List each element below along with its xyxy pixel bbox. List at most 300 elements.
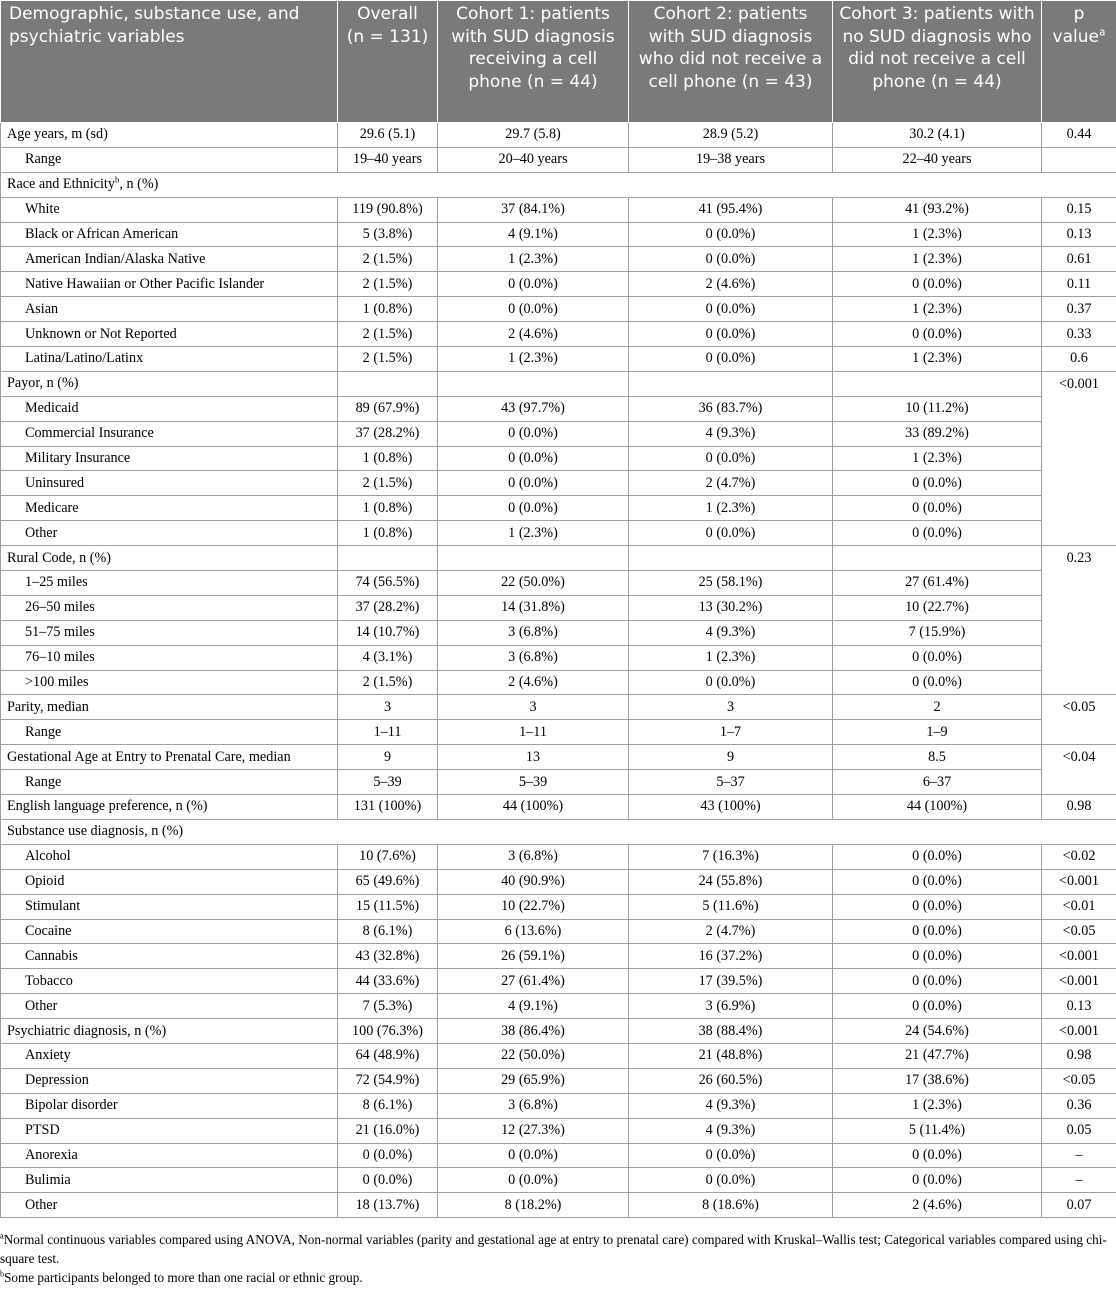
table-row <box>1 645 1116 670</box>
header-cohort3-n: (n = 44) <box>930 71 1002 92</box>
row-label: English language preference, n (%) <box>1 795 338 820</box>
cell-cohort3: 0 (0.0%) <box>833 944 1042 969</box>
table-row <box>1 919 1116 944</box>
cell-cohort3 <box>833 371 1042 396</box>
cell-cohort3: 10 (22.7%) <box>833 595 1042 620</box>
cell-cohort2: 0 (0.0%) <box>629 222 833 247</box>
cell-cohort1: 3 (6.8%) <box>438 620 629 645</box>
row-label: American Indian/Alaska Native <box>1 247 338 272</box>
cell-cohort3: 7 (15.9%) <box>833 620 1042 645</box>
cell-cohort1: 10 (22.7%) <box>438 894 629 919</box>
row-label: Other <box>1 1193 338 1218</box>
table-row <box>1 197 1116 222</box>
cell-cohort3: 0 (0.0%) <box>833 670 1042 695</box>
cell-cohort3: 24 (54.6%) <box>833 1019 1042 1044</box>
table-row <box>1 770 1116 795</box>
row-label: Medicare <box>1 496 338 521</box>
section-race-label: Race and Ethnicity <box>7 176 115 193</box>
cell-p-value: 0.15 <box>1042 197 1116 222</box>
cell-cohort1: 1–11 <box>438 720 629 745</box>
cell-cohort2: 8 (18.6%) <box>629 1193 833 1218</box>
row-label: Parity, median <box>1 695 338 720</box>
row-label: >100 miles <box>1 670 338 695</box>
cell-cohort1 <box>438 546 629 571</box>
cell-cohort3: 0 (0.0%) <box>833 869 1042 894</box>
cell-cohort1: 20–40 years <box>438 147 629 172</box>
cell-overall: 1 (0.8%) <box>338 297 438 322</box>
row-label: 76–10 miles <box>1 645 338 670</box>
cell-cohort2: 9 <box>629 745 833 770</box>
table-row <box>1 1093 1116 1118</box>
cell-cohort3: 0 (0.0%) <box>833 1168 1042 1193</box>
cell-p-value: 0.33 <box>1042 322 1116 347</box>
row-label: Range <box>1 147 338 172</box>
cell-cohort2: 38 (88.4%) <box>629 1019 833 1044</box>
cell-cohort3: 1–9 <box>833 720 1042 745</box>
cell-overall: 5–39 <box>338 770 438 795</box>
cell-overall <box>338 371 438 396</box>
header-row <box>1 1 1116 123</box>
cell-cohort2 <box>629 371 833 396</box>
cell-cohort2 <box>629 546 833 571</box>
table-row <box>1 894 1116 919</box>
row-label: Asian <box>1 297 338 322</box>
cell-cohort2: 2 (4.7%) <box>629 471 833 496</box>
header-overall-n: (n = 131) <box>346 26 429 47</box>
row-label: Age years, m (sd) <box>1 123 338 148</box>
table-row <box>1 944 1116 969</box>
row-label: Anxiety <box>1 1043 338 1068</box>
cell-cohort3: 2 <box>833 695 1042 720</box>
cell-p-value: 0.36 <box>1042 1093 1116 1118</box>
cell-cohort3: 0 (0.0%) <box>833 844 1042 869</box>
row-label: Other <box>1 521 338 546</box>
cell-cohort2: 17 (39.5%) <box>629 969 833 994</box>
table-row <box>1 869 1116 894</box>
section-payor: Payor, n (%) <box>1 371 338 396</box>
cell-overall: 2 (1.5%) <box>338 322 438 347</box>
cell-cohort2: 3 (6.9%) <box>629 994 833 1019</box>
table-row <box>1 247 1116 272</box>
section-race-tail: , n (%) <box>119 176 159 193</box>
cell-cohort1: 3 (6.8%) <box>438 645 629 670</box>
cell-cohort2: 1 (2.3%) <box>629 645 833 670</box>
cell-cohort3: 41 (93.2%) <box>833 197 1042 222</box>
section-row <box>1 546 1116 571</box>
header-cohort2-n: (n = 43) <box>741 71 813 92</box>
cell-cohort2: 4 (9.3%) <box>629 1118 833 1143</box>
row-label: Cannabis <box>1 944 338 969</box>
cell-cohort2: 4 (9.3%) <box>629 421 833 446</box>
cell-cohort2: 0 (0.0%) <box>629 521 833 546</box>
cell-cohort1: 26 (59.1%) <box>438 944 629 969</box>
table-row <box>1 521 1116 546</box>
table-row <box>1 471 1116 496</box>
cell-cohort1: 0 (0.0%) <box>438 446 629 471</box>
cell-cohort3: 0 (0.0%) <box>833 496 1042 521</box>
cell-cohort2: 7 (16.3%) <box>629 844 833 869</box>
cell-cohort1: 0 (0.0%) <box>438 496 629 521</box>
cell-p-value: 0.98 <box>1042 795 1116 820</box>
row-label: Uninsured <box>1 471 338 496</box>
header-p-sup: a <box>1098 25 1106 38</box>
section-row <box>1 371 1116 396</box>
cell-cohort3: 21 (47.7%) <box>833 1043 1042 1068</box>
cell-cohort1: 29.7 (5.8) <box>438 123 629 148</box>
cell-cohort3: 27 (61.4%) <box>833 571 1042 596</box>
cell-cohort2: 13 (30.2%) <box>629 595 833 620</box>
row-label: Stimulant <box>1 894 338 919</box>
cell-overall: 2 (1.5%) <box>338 471 438 496</box>
cell-p-value: <0.001 <box>1042 944 1116 969</box>
cell-cohort2: 1 (2.3%) <box>629 496 833 521</box>
cell-cohort1: 40 (90.9%) <box>438 869 629 894</box>
cell-cohort3: 1 (2.3%) <box>833 222 1042 247</box>
cell-p-value: <0.04 <box>1042 745 1116 795</box>
cell-overall: 89 (67.9%) <box>338 396 438 421</box>
cell-cohort2: 4 (9.3%) <box>629 620 833 645</box>
table-row <box>1 745 1116 770</box>
cell-overall: 29.6 (5.1) <box>338 123 438 148</box>
cell-p-value: <0.05 <box>1042 1068 1116 1093</box>
cell-overall: 2 (1.5%) <box>338 347 438 372</box>
header-overall-label: Overall <box>357 4 418 24</box>
cell-cohort3: 0 (0.0%) <box>833 969 1042 994</box>
table-row <box>1 1118 1116 1143</box>
footnote-a-mark: a <box>0 1231 4 1241</box>
header-overall <box>338 1 438 123</box>
cell-cohort1: 22 (50.0%) <box>438 571 629 596</box>
cell-overall: 9 <box>338 745 438 770</box>
row-label: Unknown or Not Reported <box>1 322 338 347</box>
cell-cohort2: 3 <box>629 695 833 720</box>
cell-cohort2: 19–38 years <box>629 147 833 172</box>
cell-cohort2: 28.9 (5.2) <box>629 123 833 148</box>
cell-cohort1: 3 (6.8%) <box>438 844 629 869</box>
row-label: Range <box>1 720 338 745</box>
table-row <box>1 1043 1116 1068</box>
row-label: Latina/Latino/Latinx <box>1 347 338 372</box>
cell-overall: 1 (0.8%) <box>338 446 438 471</box>
cell-cohort2: 25 (58.1%) <box>629 571 833 596</box>
cell-overall: 2 (1.5%) <box>338 247 438 272</box>
table-row <box>1 720 1116 745</box>
table-row <box>1 347 1116 372</box>
row-label: Range <box>1 770 338 795</box>
cell-cohort1: 1 (2.3%) <box>438 347 629 372</box>
cell-cohort1: 2 (4.6%) <box>438 322 629 347</box>
cell-overall: 14 (10.7%) <box>338 620 438 645</box>
cell-cohort2: 5–37 <box>629 770 833 795</box>
cell-cohort2: 0 (0.0%) <box>629 1168 833 1193</box>
cell-cohort1: 6 (13.6%) <box>438 919 629 944</box>
cell-cohort2: 36 (83.7%) <box>629 396 833 421</box>
cell-cohort1: 3 <box>438 695 629 720</box>
row-label: Tobacco <box>1 969 338 994</box>
cell-cohort3: 0 (0.0%) <box>833 272 1042 297</box>
section-rural: Rural Code, n (%) <box>1 546 338 571</box>
cell-cohort3: 0 (0.0%) <box>833 645 1042 670</box>
table-row <box>1 844 1116 869</box>
row-label: Native Hawaiian or Other Pacific Islander <box>1 272 338 297</box>
table-row <box>1 123 1116 148</box>
table-row <box>1 396 1116 421</box>
table-row <box>1 222 1116 247</box>
cell-overall: 19–40 years <box>338 147 438 172</box>
cell-cohort2: 0 (0.0%) <box>629 446 833 471</box>
cell-cohort3: 0 (0.0%) <box>833 521 1042 546</box>
cell-cohort1: 43 (97.7%) <box>438 396 629 421</box>
row-label: Medicaid <box>1 396 338 421</box>
header-cohort1-n: (n = 44) <box>526 71 598 92</box>
row-label: Bipolar disorder <box>1 1093 338 1118</box>
cell-p-value: 0.07 <box>1042 1193 1116 1218</box>
cell-cohort3: 5 (11.4%) <box>833 1118 1042 1143</box>
cell-cohort1: 44 (100%) <box>438 795 629 820</box>
cell-cohort1: 1 (2.3%) <box>438 247 629 272</box>
row-label: Black or African American <box>1 222 338 247</box>
row-label: PTSD <box>1 1118 338 1143</box>
cell-overall: 72 (54.9%) <box>338 1068 438 1093</box>
header-variables: Demographic, substance use, and psychiatric variables <box>1 1 338 123</box>
section-row <box>1 172 1116 197</box>
cell-cohort1: 0 (0.0%) <box>438 1168 629 1193</box>
cell-overall: 3 <box>338 695 438 720</box>
cell-cohort1: 13 <box>438 745 629 770</box>
cell-cohort1: 2 (4.6%) <box>438 670 629 695</box>
cell-cohort3: 0 (0.0%) <box>833 919 1042 944</box>
cell-cohort1: 0 (0.0%) <box>438 297 629 322</box>
table-row <box>1 147 1116 172</box>
cell-overall: 8 (6.1%) <box>338 1093 438 1118</box>
cell-overall: 15 (11.5%) <box>338 894 438 919</box>
cell-p-value: <0.001 <box>1042 869 1116 894</box>
header-cohort1-label: Cohort 1: patients with SUD diagnosis receiving a cell phone <box>451 4 615 92</box>
cell-cohort1: 8 (18.2%) <box>438 1193 629 1218</box>
header-p-label: p value <box>1052 4 1099 47</box>
cell-cohort1: 0 (0.0%) <box>438 272 629 297</box>
cell-overall: 65 (49.6%) <box>338 869 438 894</box>
table-row <box>1 795 1116 820</box>
row-label: Alcohol <box>1 844 338 869</box>
cell-p-value: <0.02 <box>1042 844 1116 869</box>
cell-cohort2: 0 (0.0%) <box>629 297 833 322</box>
table-row <box>1 571 1116 596</box>
row-label: Bulimia <box>1 1168 338 1193</box>
cell-p-value: <0.01 <box>1042 894 1116 919</box>
cell-overall: 119 (90.8%) <box>338 197 438 222</box>
cell-overall: 131 (100%) <box>338 795 438 820</box>
race-footnote-mark: b <box>114 174 120 185</box>
cell-cohort2: 0 (0.0%) <box>629 247 833 272</box>
cell-cohort2: 2 (4.6%) <box>629 272 833 297</box>
section-row <box>1 819 1116 844</box>
table-row <box>1 297 1116 322</box>
cell-cohort2: 5 (11.6%) <box>629 894 833 919</box>
cell-overall: 21 (16.0%) <box>338 1118 438 1143</box>
footnote-b-mark: b <box>0 1269 5 1279</box>
cell-p-value: 0.13 <box>1042 222 1116 247</box>
cell-cohort1: 14 (31.8%) <box>438 595 629 620</box>
cell-cohort2: 1–7 <box>629 720 833 745</box>
cell-overall: 0 (0.0%) <box>338 1168 438 1193</box>
table-row <box>1 322 1116 347</box>
cell-p-value: 0.98 <box>1042 1043 1116 1068</box>
cell-cohort1: 12 (27.3%) <box>438 1118 629 1143</box>
cell-overall: 2 (1.5%) <box>338 670 438 695</box>
cell-cohort2: 21 (48.8%) <box>629 1043 833 1068</box>
cell-p-value <box>1042 147 1116 172</box>
cell-p-value: 0.61 <box>1042 247 1116 272</box>
cell-overall <box>338 546 438 571</box>
cell-cohort3: 1 (2.3%) <box>833 446 1042 471</box>
section-substance-use: Substance use diagnosis, n (%) <box>1 819 1116 844</box>
table-row <box>1 1068 1116 1093</box>
header-cohort3 <box>833 1 1042 123</box>
table-row <box>1 421 1116 446</box>
header-cohort2 <box>629 1 833 123</box>
footnote-b-text: Some participants belonged to more than one racial or ethnic group. <box>4 1270 363 1285</box>
table-row <box>1 595 1116 620</box>
cell-overall: 74 (56.5%) <box>338 571 438 596</box>
cell-overall: 18 (13.7%) <box>338 1193 438 1218</box>
header-p-value <box>1042 1 1116 123</box>
row-label: Psychiatric diagnosis, n (%) <box>1 1019 338 1044</box>
cell-cohort3: 0 (0.0%) <box>833 471 1042 496</box>
cell-p-value: <0.05 <box>1042 695 1116 745</box>
cell-cohort2: 0 (0.0%) <box>629 1143 833 1168</box>
cell-p-value: 0.13 <box>1042 994 1116 1019</box>
cell-cohort1: 0 (0.0%) <box>438 1143 629 1168</box>
cell-cohort2: 0 (0.0%) <box>629 347 833 372</box>
cell-cohort1: 37 (84.1%) <box>438 197 629 222</box>
cell-cohort3: 0 (0.0%) <box>833 322 1042 347</box>
cell-p-value: 0.6 <box>1042 347 1116 372</box>
cell-cohort2: 0 (0.0%) <box>629 322 833 347</box>
cell-overall: 8 (6.1%) <box>338 919 438 944</box>
cell-cohort2: 43 (100%) <box>629 795 833 820</box>
cell-cohort3: 0 (0.0%) <box>833 1143 1042 1168</box>
cell-cohort2: 41 (95.4%) <box>629 197 833 222</box>
cell-cohort2: 4 (9.3%) <box>629 1093 833 1118</box>
cell-p-value: 0.37 <box>1042 297 1116 322</box>
cell-cohort3: 30.2 (4.1) <box>833 123 1042 148</box>
header-cohort2-label: Cohort 2: patients with SUD diagnosis who did not receive a cell phone <box>638 4 823 92</box>
table-row <box>1 272 1116 297</box>
cell-cohort2: 0 (0.0%) <box>629 670 833 695</box>
cell-overall: 37 (28.2%) <box>338 421 438 446</box>
cell-cohort3: 2 (4.6%) <box>833 1193 1042 1218</box>
row-label: 26–50 miles <box>1 595 338 620</box>
cell-cohort1: 29 (65.9%) <box>438 1068 629 1093</box>
row-label: 1–25 miles <box>1 571 338 596</box>
cell-cohort1: 27 (61.4%) <box>438 969 629 994</box>
cell-overall: 4 (3.1%) <box>338 645 438 670</box>
cell-cohort2: 24 (55.8%) <box>629 869 833 894</box>
cell-cohort1: 4 (9.1%) <box>438 994 629 1019</box>
cell-p-value: 0.05 <box>1042 1118 1116 1143</box>
cell-p-value: <0.001 <box>1042 1019 1116 1044</box>
cell-p-value: 0.44 <box>1042 123 1116 148</box>
cell-cohort1: 3 (6.8%) <box>438 1093 629 1118</box>
footnote-a-text: Normal continuous variables compared using ANOVA, Non-normal variables (parity and gestational age at entry to prenatal care) compared with Kruskal–Wallis test; Categorical variables compared using chi-square test. <box>0 1232 1107 1266</box>
cell-cohort2: 2 (4.7%) <box>629 919 833 944</box>
cell-cohort2: 26 (60.5%) <box>629 1068 833 1093</box>
cell-cohort3: 17 (38.6%) <box>833 1068 1042 1093</box>
cell-cohort3: 44 (100%) <box>833 795 1042 820</box>
cell-cohort1: 22 (50.0%) <box>438 1043 629 1068</box>
cell-cohort3: 33 (89.2%) <box>833 421 1042 446</box>
cell-overall: 44 (33.6%) <box>338 969 438 994</box>
cell-p-value: <0.05 <box>1042 919 1116 944</box>
row-label: Opioid <box>1 869 338 894</box>
header-cohort1 <box>438 1 629 123</box>
cell-cohort3 <box>833 546 1042 571</box>
cell-cohort3: 1 (2.3%) <box>833 347 1042 372</box>
cell-overall: 1 (0.8%) <box>338 496 438 521</box>
cell-cohort3: 8.5 <box>833 745 1042 770</box>
cell-cohort3: 10 (11.2%) <box>833 396 1042 421</box>
cell-cohort1: 5–39 <box>438 770 629 795</box>
row-label: Depression <box>1 1068 338 1093</box>
cell-overall: 10 (7.6%) <box>338 844 438 869</box>
cell-p-value: 0.11 <box>1042 272 1116 297</box>
footnote-b <box>0 1268 1116 1287</box>
table-footnotes <box>0 1230 1116 1287</box>
cell-cohort3: 22–40 years <box>833 147 1042 172</box>
table-row <box>1 695 1116 720</box>
cell-overall: 5 (3.8%) <box>338 222 438 247</box>
header-cohort3-label: Cohort 3: patients with no SUD diagnosis who did not receive a cell phone <box>839 4 1035 92</box>
cell-overall: 64 (48.9%) <box>338 1043 438 1068</box>
table-row <box>1 994 1116 1019</box>
row-label: 51–75 miles <box>1 620 338 645</box>
cell-cohort1: 4 (9.1%) <box>438 222 629 247</box>
row-label: Other <box>1 994 338 1019</box>
table-row <box>1 1019 1116 1044</box>
cell-cohort3: 6–37 <box>833 770 1042 795</box>
cell-overall: 2 (1.5%) <box>338 272 438 297</box>
cell-p-value: <0.001 <box>1042 969 1116 994</box>
table-row <box>1 1143 1116 1168</box>
table-row <box>1 446 1116 471</box>
cell-cohort3: 0 (0.0%) <box>833 894 1042 919</box>
table-row <box>1 1168 1116 1193</box>
cell-overall: 7 (5.3%) <box>338 994 438 1019</box>
cell-overall: 0 (0.0%) <box>338 1143 438 1168</box>
cell-cohort3: 1 (2.3%) <box>833 297 1042 322</box>
cell-p-value: <0.001 <box>1042 371 1116 545</box>
table-row <box>1 620 1116 645</box>
cell-cohort1 <box>438 371 629 396</box>
row-label: Anorexia <box>1 1143 338 1168</box>
cell-cohort1: 0 (0.0%) <box>438 421 629 446</box>
section-race <box>1 172 1116 197</box>
cell-cohort1: 38 (86.4%) <box>438 1019 629 1044</box>
cell-overall: 43 (32.8%) <box>338 944 438 969</box>
table-row <box>1 969 1116 994</box>
cell-overall: 37 (28.2%) <box>338 595 438 620</box>
cell-p-value: 0.23 <box>1042 546 1116 695</box>
cell-cohort3: 1 (2.3%) <box>833 247 1042 272</box>
cell-cohort3: 0 (0.0%) <box>833 994 1042 1019</box>
row-label: Gestational Age at Entry to Prenatal Care, median <box>1 745 338 770</box>
cell-overall: 1–11 <box>338 720 438 745</box>
row-label: Cocaine <box>1 919 338 944</box>
table-row <box>1 670 1116 695</box>
row-label: Commercial Insurance <box>1 421 338 446</box>
cell-cohort1: 1 (2.3%) <box>438 521 629 546</box>
